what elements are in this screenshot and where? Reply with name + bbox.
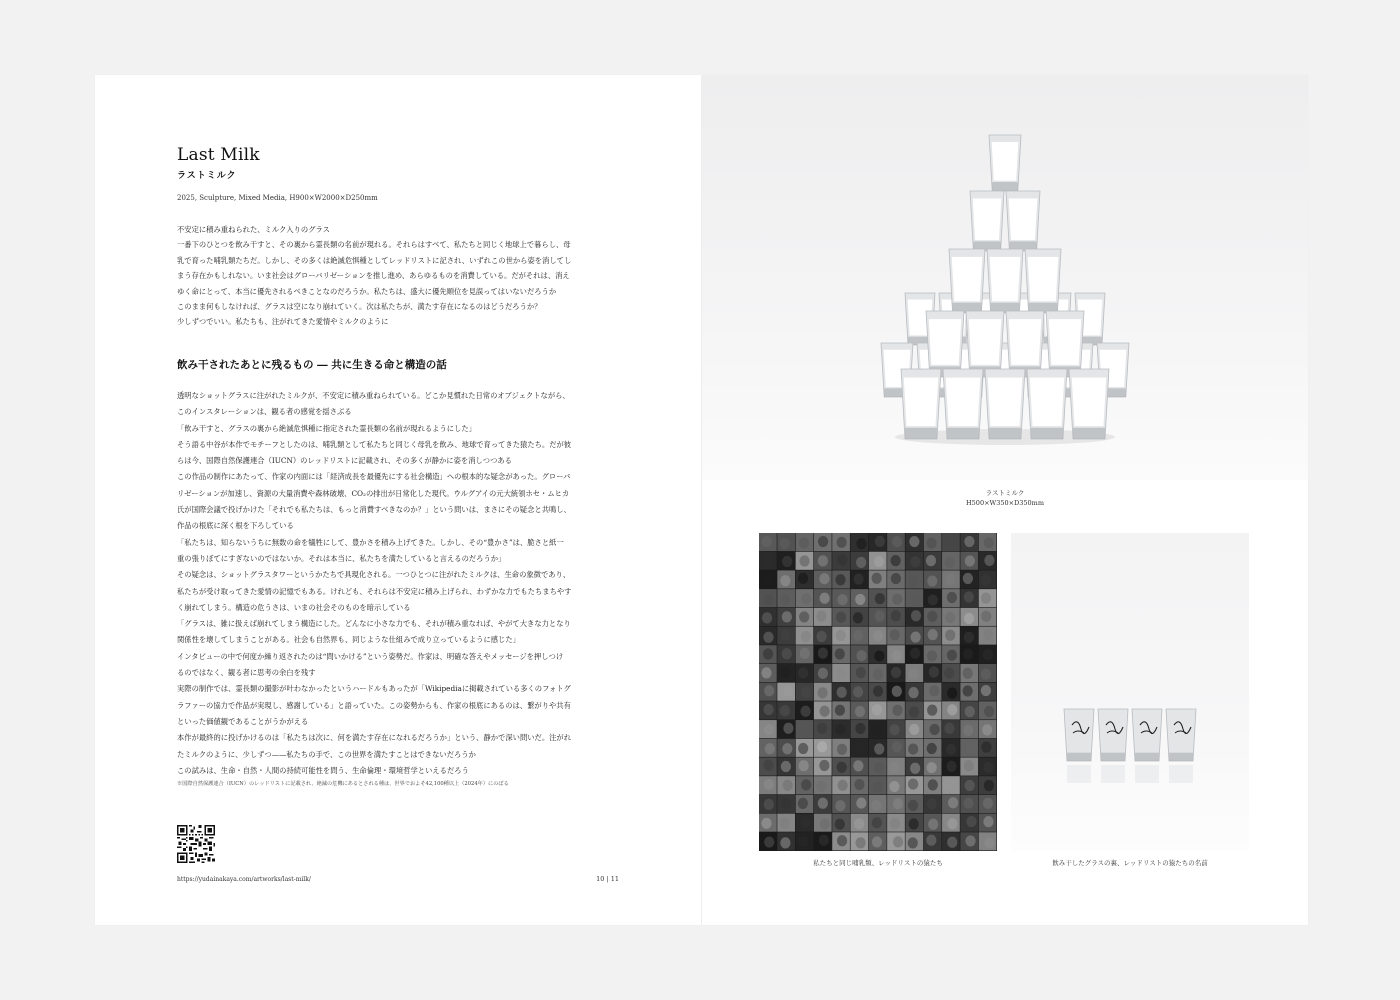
primate-face <box>875 536 885 547</box>
primate-face <box>965 835 975 846</box>
primate-face <box>981 574 991 585</box>
primate-face <box>783 723 793 734</box>
primate-face <box>963 648 973 659</box>
primate-face <box>928 779 938 790</box>
primate-face <box>966 816 976 827</box>
primate-face <box>927 650 937 661</box>
primate-face <box>984 537 994 548</box>
milk-shot-glass <box>1025 249 1061 313</box>
primate-face <box>838 780 848 791</box>
milk-shot-glass <box>1006 191 1040 251</box>
primate-face <box>908 800 918 811</box>
milk-shot-glass <box>1132 709 1162 761</box>
primate-face <box>763 594 773 605</box>
primate-face <box>835 574 845 585</box>
essay-line: らは今、国際自然保護連合（IUCN）のレッドリストに記載され、その多くが静かに姿を消しつつある <box>177 456 512 466</box>
essay-line: 氏が国際会議で投げかけた「それでも私たちは、もっと消費すべきなのか？」という問いは、まさにその疑念と共鳴し、 <box>177 505 571 515</box>
primate-face <box>782 611 792 622</box>
milk-shot-glass <box>943 369 983 439</box>
primate-face <box>947 687 957 698</box>
essay-line: 私たちが受け取ってきた愛情の記憶でもある。けれども、それらは不安定に積み上げられ、わずかな力でもたちまちやす <box>177 586 572 596</box>
primate-face <box>817 741 827 752</box>
primate-face <box>945 612 955 623</box>
primate-face <box>782 556 792 567</box>
primate-face <box>909 536 919 547</box>
primate-face <box>944 557 954 568</box>
essay-line: インタビューの中で何度か繰り返されたのは“問いかける”という姿勢だ。作家は、明確な答えやメッセージを押しつけ <box>177 651 564 661</box>
primate-face <box>853 686 863 697</box>
primate-face <box>927 575 937 586</box>
primate-face <box>817 687 827 698</box>
section-heading: 飲み干されたあとに残るもの ― 共に生きる命と構造の話 <box>177 359 447 371</box>
primate-face <box>764 724 774 735</box>
primate-face <box>854 818 864 829</box>
primate-face <box>910 556 920 567</box>
primate-face <box>855 723 865 734</box>
primate-face <box>761 536 771 547</box>
primate-face <box>872 836 882 847</box>
primate-face <box>781 761 791 772</box>
primate-face <box>765 743 775 754</box>
primate-face <box>908 743 918 754</box>
essay-line: 透明なショットグラスに注がれたミルクが、不安定に積み重ねられている。どこか見慣れた日常のオブジェクトながら、 <box>177 391 570 400</box>
essay-line: この作品の制作にあたって、作家の内面には「経済成長を最優先にする社会構造」への根本的な疑念があった。グローバ <box>177 472 571 482</box>
milk-glass-tower-image <box>702 75 1308 480</box>
primate-face <box>929 685 939 696</box>
milk-shot-glass <box>1166 709 1196 761</box>
primate-face <box>872 817 882 828</box>
primate-face <box>761 818 771 829</box>
primate-face <box>983 798 993 809</box>
primate-face <box>855 594 865 605</box>
primate-face <box>944 538 954 549</box>
primate-portraits-grid-photo <box>759 533 997 851</box>
primate-face <box>780 594 790 605</box>
primate-face <box>947 818 957 829</box>
essay-line: 実際の制作では、霊長類の撮影が叶わなかったというハードルもあったが「Wikipediaに掲載されている多くのフォトグ <box>177 684 571 694</box>
primate-face <box>964 536 974 547</box>
primate-face <box>963 798 973 809</box>
primate-face <box>945 574 955 585</box>
primate-face <box>891 573 901 584</box>
primate-face <box>836 630 846 641</box>
primate-face <box>893 798 903 809</box>
primate-face <box>799 723 809 734</box>
primate-face <box>964 760 974 771</box>
primate-face <box>890 629 900 640</box>
milk-shot-glass <box>966 311 1004 377</box>
primate-face <box>910 648 920 659</box>
primate-face <box>837 687 847 698</box>
artwork-url-link[interactable]: https://yudainakaya.com/artworks/last-milk/ <box>177 876 311 883</box>
primate-face <box>945 630 955 641</box>
main-photo-caption <box>702 488 1308 508</box>
primate-face <box>981 685 991 696</box>
primate-face <box>892 536 902 547</box>
primate-face <box>874 650 884 661</box>
primate-face <box>963 668 973 679</box>
primate-face <box>853 630 863 641</box>
primate-face <box>782 743 792 754</box>
primate-face <box>929 666 939 677</box>
primate-face <box>962 685 972 696</box>
primate-face <box>780 837 790 848</box>
primate-face <box>763 760 773 771</box>
milk-shot-glass <box>901 369 941 439</box>
primate-face <box>908 668 918 679</box>
primate-face <box>892 741 902 752</box>
primate-face <box>890 555 900 566</box>
milk-shot-glass <box>985 369 1025 439</box>
primate-face <box>892 686 902 697</box>
primate-face <box>927 762 937 773</box>
primate-face <box>853 760 863 771</box>
footnote: ※国際自然保護連合（IUCN）のレッドリストに記載され、絶滅の危機にあるとされる種は、世界でおよそ42,100種以上（2024年）にのぼる <box>177 781 509 787</box>
primate-face <box>798 573 808 584</box>
primate-face <box>944 723 954 734</box>
primate-face <box>873 630 883 641</box>
intro-line: 不安定に積み重ねられた、ミルク入りのグラス <box>177 225 330 234</box>
primate-face <box>798 798 808 809</box>
empty-shot-glasses-image <box>1011 533 1249 851</box>
primate-face <box>908 687 918 698</box>
primate-face <box>946 761 956 772</box>
primate-face <box>763 632 773 643</box>
primate-face <box>800 816 810 827</box>
glass-reflection <box>1135 765 1159 783</box>
primate-face <box>984 706 994 717</box>
primate-face <box>893 836 903 847</box>
primate-face <box>764 779 774 790</box>
primate-face <box>818 647 828 658</box>
primate-face <box>835 724 845 735</box>
primate-face <box>872 573 882 584</box>
essay-line: 「グラスは、雑に扱えば崩れてしまう構造にした。どんなに小さな力でも、それが積み重なれば、やがて大きな力となり <box>177 619 571 629</box>
primate-face <box>764 685 774 696</box>
primate-face <box>799 555 809 566</box>
primate-face <box>820 818 830 829</box>
main-caption-title: ラストミルク <box>985 489 1025 497</box>
primate-face <box>963 573 973 584</box>
primate-face <box>926 835 936 846</box>
primate-face <box>763 648 773 659</box>
primate-face <box>984 555 994 566</box>
primate-face <box>855 706 865 717</box>
primate-face <box>837 762 847 773</box>
primate-face <box>853 612 863 623</box>
primate-face <box>947 592 957 603</box>
primate-face <box>963 725 973 736</box>
primate-face <box>835 800 845 811</box>
primate-face <box>816 611 826 622</box>
essay-line: 本作が最終的に投げかけるのは「私たちは次に、何を満たす存在になれるだろうか」という、静かで深い問いだ。注がれ <box>177 733 572 743</box>
essay-line: 作品の根底に深く根を下ろしている <box>177 521 294 531</box>
right-page <box>702 75 1308 925</box>
primate-face <box>965 742 975 753</box>
intro-line: 乳で育った哺乳類たちだ。しかし、その多くは絶滅危惧種としてレッドリストに記され、いずれこの世から姿を消してし <box>177 255 572 265</box>
essay-line: 「飲み干すと、グラスの裏から絶滅危惧種に指定された霊長類の名前が現れるようにした」 <box>177 423 476 433</box>
primate-face <box>928 819 938 830</box>
primate-face <box>764 575 774 586</box>
primate-face <box>837 537 847 548</box>
primate-face <box>856 667 866 678</box>
primate-face <box>871 724 881 735</box>
primate-face <box>948 797 958 808</box>
primate-face <box>818 668 828 679</box>
primate-face <box>947 650 957 661</box>
primate-face <box>874 762 884 773</box>
primate-face <box>889 781 899 792</box>
primate-face <box>929 724 939 735</box>
primate-face <box>908 575 918 586</box>
primate-face <box>874 610 884 621</box>
primate-face <box>911 632 921 643</box>
grid-photo-caption: 私たちと同じ哺乳類、レッドリストの猿たち <box>813 859 943 867</box>
primate-face <box>837 554 847 565</box>
primate-face <box>816 631 826 642</box>
primate-face <box>855 837 865 848</box>
intro-line: まう存在かもしれない。いま社会はグローバリゼーションを推し進め、あらゆるものを消費している。だがそれは、消え <box>177 271 570 281</box>
primate-face <box>835 705 845 716</box>
primate-face <box>946 744 956 755</box>
primate-face <box>872 704 882 715</box>
essay-line: ラファーの協力で作品が実現し、感謝している」と語っていた。この姿勢からも、作家の根底にあるのは、繋がりや共有 <box>177 700 571 710</box>
primate-face <box>947 704 957 715</box>
primate-face <box>856 741 866 752</box>
essay-line: この試みは、生命・自然・人間の持続可能性を問う、生命倫理・環境哲学といえるだろう <box>177 765 469 775</box>
essay-line: 「私たちは、知らないうちに無数の命を犠牲にして、豊かさを積み上げてきた。しかし、その“豊かさ”は、脆さと紙一 <box>177 537 564 547</box>
primate-face <box>981 669 991 680</box>
primate-face <box>910 763 920 774</box>
primate-portraits-grid-image <box>759 533 997 851</box>
essay-line: そう語る中谷が本作でモチーフとしたのは、哺乳類として私たちと同じく母乳を飲み、地球で育ってきた猿たち。だが彼 <box>177 439 572 449</box>
primate-face <box>837 835 847 846</box>
primate-face <box>981 742 991 753</box>
milk-glass-tower-photo <box>702 75 1308 480</box>
primate-face <box>799 538 809 549</box>
primate-face <box>799 760 809 771</box>
intro-line: このまま何もしなければ、グラスは空になり崩れていく。次は私たちが、満たす存在になるのはどうだろうか？ <box>177 302 542 312</box>
primate-face <box>981 593 991 604</box>
primate-face <box>908 778 918 789</box>
shots-photo-caption: 飲み干したグラスの裏、レッドリストの猿たちの名前 <box>1052 859 1208 867</box>
primate-face <box>965 555 975 566</box>
milk-shot-glass <box>1069 369 1109 439</box>
primate-face <box>928 594 938 605</box>
primate-face <box>817 723 827 734</box>
primate-face <box>764 836 774 847</box>
primate-face <box>965 780 975 791</box>
primate-face <box>891 650 901 661</box>
primate-face <box>873 686 883 697</box>
primate-face <box>854 779 864 790</box>
primate-face <box>783 686 793 697</box>
left-page <box>95 75 701 925</box>
primate-face <box>816 781 826 792</box>
primate-face <box>835 819 845 830</box>
primate-face <box>927 798 937 809</box>
primate-face <box>799 611 809 622</box>
primate-face <box>891 610 901 621</box>
primate-face <box>909 818 919 829</box>
primate-face <box>818 555 828 566</box>
primate-face <box>801 687 811 698</box>
glass-reflection <box>1067 765 1091 783</box>
primate-face <box>875 593 885 604</box>
primate-face <box>763 704 773 715</box>
milk-shot-glass <box>1098 709 1128 761</box>
empty-shot-glasses-photo <box>1011 533 1249 851</box>
essay-line: 重の張りぼてにすぎないのではないか。それは本当に、私たちを満たしていると言えるのだろうか」 <box>177 553 506 563</box>
primate-face <box>780 538 790 549</box>
intro-text <box>177 222 617 330</box>
glass-reflection <box>1169 765 1193 783</box>
primate-face <box>763 554 773 565</box>
primate-face <box>873 669 883 680</box>
primate-face <box>764 799 774 810</box>
primate-face <box>944 668 954 679</box>
primate-face <box>856 538 866 549</box>
primate-face <box>964 613 974 624</box>
primate-face <box>926 538 936 549</box>
primate-face <box>911 610 921 621</box>
essay-line: 関係性を壊してしまうことがある。社会も自然界も、同じような仕組みで成り立っているように感じた」 <box>177 635 520 645</box>
primate-face <box>890 762 900 773</box>
milk-shot-glass <box>949 249 985 313</box>
primate-face <box>856 557 866 568</box>
primate-face <box>800 706 810 717</box>
milk-shot-glass <box>1064 709 1094 761</box>
primate-face <box>780 667 790 678</box>
primate-face <box>819 593 829 604</box>
primate-face <box>944 779 954 790</box>
essay-line: といった価値観であることがうかがえる <box>177 716 309 726</box>
primate-face <box>819 573 829 584</box>
primate-face <box>819 706 829 717</box>
milk-shot-glass <box>926 311 964 377</box>
primate-face <box>780 575 790 586</box>
essay-line: たミルクのように、少しずつ——私たちの手で、この世界を満たすことはできないだろうか <box>177 749 476 759</box>
primate-face <box>783 780 793 791</box>
primate-face <box>800 648 810 659</box>
primate-face <box>983 762 993 773</box>
primate-face <box>927 743 937 754</box>
primate-face <box>965 706 975 717</box>
primate-face <box>837 594 847 605</box>
milk-shot-glass <box>970 191 1004 251</box>
primate-face <box>818 798 828 809</box>
primate-face <box>801 779 811 790</box>
essay-line: く崩れてしまう。構造の危うさは、いまの社会そのものを暗示している <box>177 602 411 612</box>
artwork-meta: 2025, Sculpture, Mixed Media, H900×W2000×D250mm <box>177 194 378 202</box>
primate-face <box>856 650 866 661</box>
primate-face <box>798 667 808 678</box>
primate-face <box>983 649 993 660</box>
primate-face <box>798 836 808 847</box>
essay-line: リゼーションが加速し、資源の大量消費や森林破壊、CO₂の排出が日常化した現代。ウルグアイの元大統領ホセ・ムヒカ <box>177 488 570 498</box>
primate-face <box>911 594 921 605</box>
intro-line: 少しずつでいい。私たちも、注がれてきた愛情やミルクのように <box>177 317 389 327</box>
primate-face <box>928 629 938 640</box>
primate-face <box>947 837 957 848</box>
primate-face <box>836 612 846 623</box>
primate-face <box>873 781 883 792</box>
milk-shot-glass <box>1006 311 1044 377</box>
primate-face <box>798 743 808 754</box>
primate-face <box>781 629 791 640</box>
essay-line: るのではなく、観る者に思考の余白を残す <box>177 668 316 678</box>
primate-face <box>761 667 771 678</box>
primate-face <box>874 556 884 567</box>
intro-line: ゆく命にとって、本当に優先されるべきことなのだろうか。私たちは、盛大に優先順位を見誤ってはいないだろうか <box>177 286 557 296</box>
primate-face <box>819 835 829 846</box>
primate-face <box>964 632 974 643</box>
glass-reflection <box>1101 765 1125 783</box>
primate-face <box>964 591 974 602</box>
primate-face <box>837 744 847 755</box>
primate-face <box>891 667 901 678</box>
essay-text <box>177 388 617 779</box>
primate-face <box>889 724 899 735</box>
artwork-title: Last Milk <box>177 145 260 165</box>
artwork-subtitle: ラストミルク <box>177 171 237 181</box>
primate-face <box>927 611 937 622</box>
primate-face <box>909 724 919 735</box>
primate-face <box>926 555 936 566</box>
milk-shot-glass <box>987 249 1023 313</box>
primate-face <box>780 705 790 716</box>
main-caption-dimensions: H500×W350×D350mm <box>966 499 1044 507</box>
primate-face <box>983 629 993 640</box>
primate-face <box>801 593 811 604</box>
primate-face <box>836 668 846 679</box>
intro-line: 一番下のひとつを飲み干すと、その裏から霊長類の名前が現れる。それらはすべて、私たちと同じく地球上で暮らし、母 <box>177 240 571 250</box>
primate-face <box>890 818 900 829</box>
primate-face <box>801 631 811 642</box>
primate-face <box>782 648 792 659</box>
primate-face <box>874 743 884 754</box>
milk-shot-glass <box>989 135 1021 191</box>
essay-line: このインスタレーションは、観る者の感覚を揺さぶる <box>177 407 352 417</box>
page-numbers: 10 | 11 <box>596 875 619 883</box>
qr-code-icon[interactable] <box>177 825 215 863</box>
primate-face <box>853 574 863 585</box>
primate-face <box>908 837 918 848</box>
primate-face <box>781 798 791 809</box>
primate-face <box>982 724 992 735</box>
primate-face <box>871 800 881 811</box>
primate-face <box>762 612 772 623</box>
primate-face <box>981 611 991 622</box>
primate-face <box>927 705 937 716</box>
essay-line: その疑念は、ショットグラスタワーというかたちで具現化される。一つひとつに注がれたミルクは、生命の象徴であり、 <box>177 570 571 580</box>
primate-face <box>779 818 789 829</box>
primate-face <box>892 594 902 605</box>
primate-face <box>819 760 829 771</box>
primate-face <box>892 705 902 716</box>
milk-shot-glass <box>1027 369 1067 439</box>
primate-face <box>983 816 993 827</box>
primate-face <box>856 797 866 808</box>
primate-face <box>984 780 994 791</box>
milk-shot-glass <box>1046 311 1084 377</box>
primate-face <box>835 648 845 659</box>
primate-face <box>818 536 828 547</box>
primate-face <box>909 706 919 717</box>
primate-face <box>984 837 994 848</box>
